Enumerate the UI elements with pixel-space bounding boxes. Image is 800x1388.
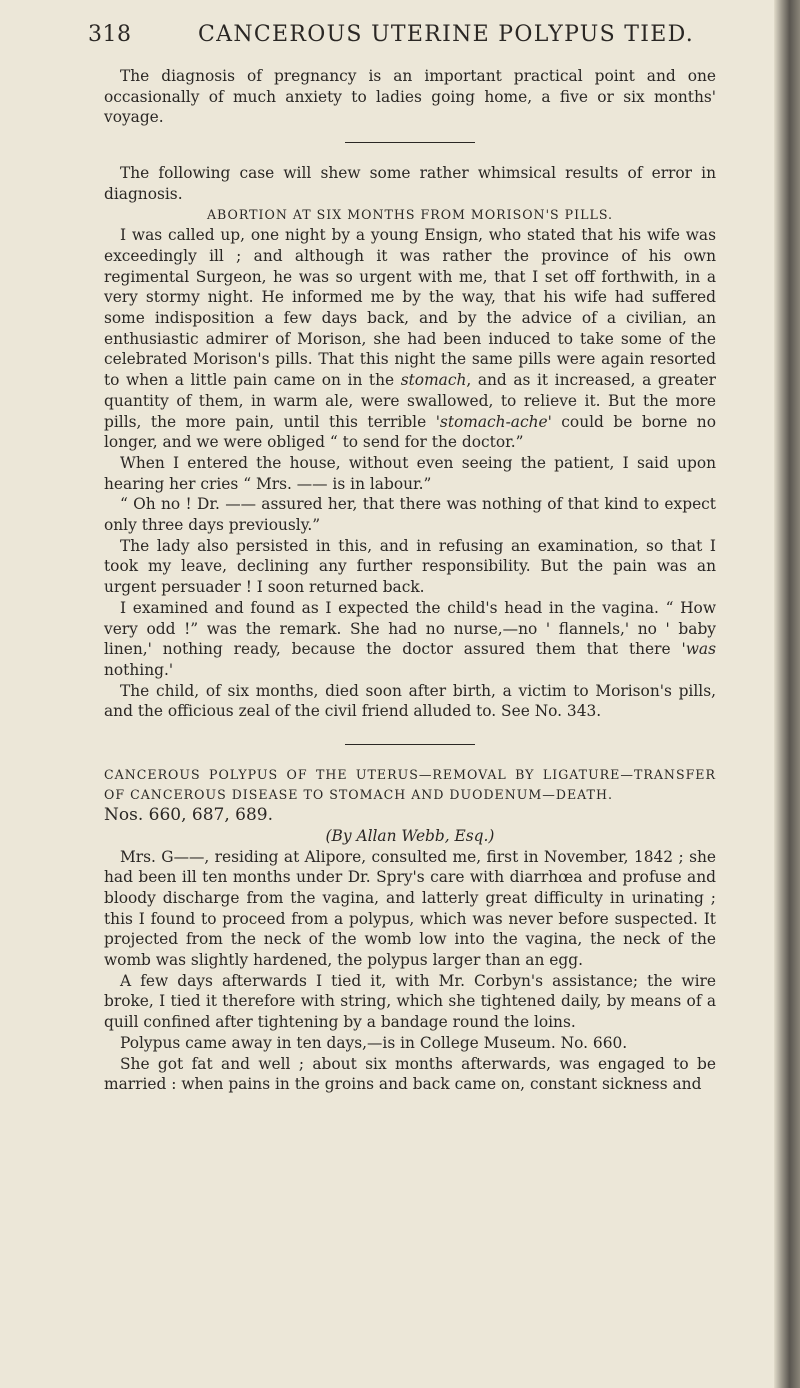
author-byline: (By Allan Webb, Esq.) (325, 826, 495, 845)
paragraph-child-died: The child, of six months, died soon after birth, a victim to Morison's pills, and the officious zeal of the civil friend alluded to. See No. 343. (104, 681, 716, 721)
emphasis-stomach-ache: stomach-ache (439, 412, 548, 431)
page-body (104, 66, 716, 1095)
paragraph-ensign-part-1: I was called up, one night by a young Ensign, who stated that his wife was exceedingly ill ; and although it was rather the province of his own regimental Surgeon, he was so urgent with me, that I set off forthwith, in a very stormy night. He informed me by the way, that his wife had suffered some indisposition a few days back, and by the advice of a civilian, an enthusiastic admirer of Morison, she had been induced to take some of the celebrated Morison's pills. That this night the same pills were again resorted to when a little pain came on in the (104, 226, 716, 390)
paragraph-examined-part-1: I examined and found as I expected the child's head in the vagina. “ How very odd !” was the remark. She had no nurse,—no ' flannels,' no ' baby linen,' nothing ready, because the doctor assured them that there ' (104, 598, 716, 659)
paragraph-polypus-came-away: Polypus came away in ten days,—is in College Museum. No. 660. (120, 1033, 628, 1052)
page-number: 318 (88, 22, 132, 47)
paragraph-ensign-part-2: , and as it increased, a greater quantity of them, in warm ale, were swallowed, to relieve it. But the more pills, the more pain, until this terrible ' (104, 371, 716, 431)
section-divider-2 (345, 744, 475, 745)
paragraph-intro-case: The following case will shew some rather whimsical results of error in diagnosis. (104, 164, 716, 203)
paragraph-ensign-part-3: ' could be borne no longer, and we were obliged “ to send for the doctor.” (104, 412, 716, 452)
paragraph-examined-part-2: nothing.' (104, 660, 174, 679)
emphasis-was: was (685, 640, 716, 659)
paragraph-oh-no: “ Oh no ! Dr. —— assured her, that there was nothing of that kind to expect only three days previously.” (104, 495, 716, 535)
emphasis-stomach: stomach (400, 371, 467, 390)
page-header (88, 22, 708, 52)
paragraph-diagnosis: The diagnosis of pregnancy is an important practical point and one occasionally of much anxiety to ladies going home, a five or six months' voyage. (104, 67, 716, 127)
paragraph-tied: A few days afterwards I tied it, with Mr. Corbyn's assistance; the wire broke, I tied it therefore with string, which she tightened daily, by means of a quill confined after tightening by a bandage round the loins. (104, 971, 716, 1032)
paragraph-got-fat: She got fat and well ; about six months afterwards, was engaged to be married : when pains in the groins and back came on, constant sickness and (104, 1054, 716, 1094)
section-divider (345, 142, 475, 143)
running-head: CANCEROUS UTERINE POLYPUS TIED. (198, 22, 695, 47)
paragraph-mrs-g: Mrs. G——, residing at Alipore, consulted me, first in November, 1842 ; she had been ill ten months under Dr. Spry's care with diarrhœa and profuse and bloody discharge from the vagina, and latterly great difficulty in urinating ; this I found to proceed from a polypus, which was never before suspected. It projected from the neck of the womb low into the vagina, the neck of the womb was slightly hardened, the polypus larger than an egg. (104, 847, 716, 970)
paragraph-lady-persisted: The lady also persisted in this, and in refusing an examination, so that I took my leave, declining any further responsibility. But the pain was an urgent persuader ! I soon returned back. (104, 536, 716, 597)
specimen-numbers: Nos. 660, 687, 689. (104, 805, 274, 826)
paragraph-entered-house: When I entered the house, without even seeing the patient, I said upon hearing her cries “ Mrs. —— is in labour.” (104, 453, 716, 493)
page-binding-edge (774, 0, 800, 1388)
paragraph-examined (104, 598, 716, 681)
case-heading-polypus: CANCEROUS POLYPUS OF THE UTERUS—REMOVAL BY LIGATURE—TRANSFER OF CANCEROUS DISEASE TO STOMACH AND DUODENUM—DEATH. (104, 767, 716, 803)
paragraph-ensign (104, 225, 716, 453)
case-heading-abortion: ABORTION AT SIX MONTHS FROM MORISON'S PILLS. (206, 206, 614, 222)
